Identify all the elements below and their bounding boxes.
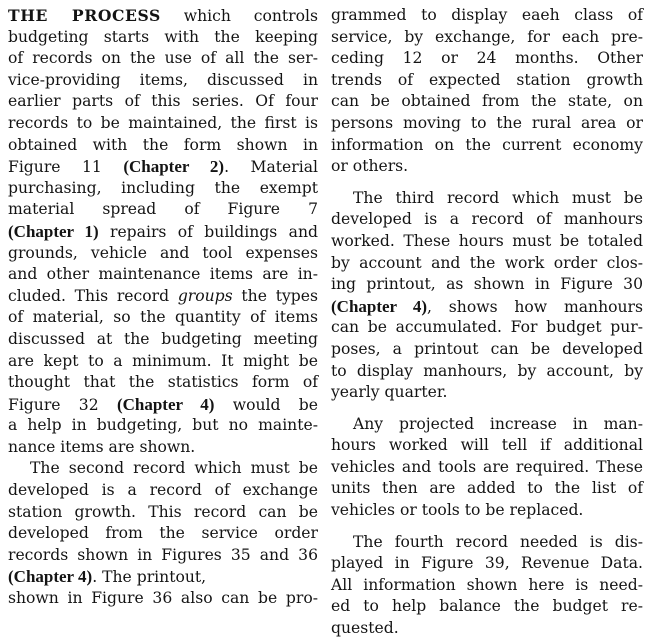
text-line: are kept to a minimum. It might be (8, 351, 318, 370)
text-line: a help in budgeting, but no mainte- (8, 416, 318, 435)
text-line: vehicles and tools are required. These (331, 457, 643, 476)
text-line: and other maintenance items are in- (8, 265, 318, 284)
text-line: material spread of Figure 7 (8, 200, 318, 219)
text-line: records shown in Figures 35 and 36 (8, 545, 318, 564)
text-line: ed to help balance the budget re- (331, 597, 643, 616)
text-line: purchasing, including the exempt (8, 178, 318, 197)
text-line: vehicles or tools to be replaced. (331, 501, 584, 520)
text-line: developed is a record of exchange (8, 481, 318, 500)
text-line: obtained with the form shown in (8, 135, 318, 154)
text-line: thought that the statistics form of (8, 373, 318, 392)
text-line: poses, a printout can be developed (331, 339, 643, 358)
text-line: cluded. This record groups the types (8, 286, 318, 305)
text-line: vice-providing items, discussed in (8, 70, 318, 89)
text-line: trends of expected station growth (331, 70, 643, 89)
paragraph-gap (331, 522, 643, 532)
text-line: (Chapter 1) repairs of buildings and (8, 221, 318, 241)
text-line: units then are added to the list of (331, 479, 643, 498)
text-line: earlier parts of this series. Of four (8, 92, 318, 111)
text-line: quested. (331, 619, 399, 638)
right-column (331, 5, 643, 640)
text-line: hours worked will tell if additional (331, 436, 643, 455)
text-line: (Chapter 4), shows how manhours (331, 296, 644, 316)
text-line: (Chapter 4). The printout, (8, 567, 207, 587)
text-line: yearly quarter. (331, 383, 448, 402)
chapter-reference: (Chapter 1) (8, 221, 99, 241)
text-line: worked. These hours must be totaled (331, 231, 643, 250)
chapter-reference: (Chapter 4) (331, 296, 428, 316)
emphasis: groups (177, 286, 233, 305)
left-column (8, 5, 318, 610)
text-line: of material, so the quantity of items (8, 308, 318, 327)
text-line: Any projected increase in man- (353, 414, 643, 433)
text-line: records to be maintained, the first is (8, 113, 318, 132)
text-line: nance items are shown. (8, 437, 196, 456)
text-line: discussed at the budgeting meeting (8, 329, 318, 348)
text-line: played in Figure 39, Revenue Data. (331, 554, 643, 573)
text-line: developed is a record of manhours (331, 210, 643, 229)
text-line: can be accumulated. For budget pur- (331, 318, 643, 337)
text-line: The third record which must be (353, 188, 643, 207)
chapter-reference: (Chapter 4) (116, 394, 215, 414)
text-line: The second record which must be (30, 459, 318, 478)
paragraph-gap (331, 178, 643, 188)
text-line: can be obtained from the state, on (331, 92, 643, 111)
text-line: grounds, vehicle and tool expenses (8, 243, 318, 262)
text-line: shown in Figure 36 also can be pro- (8, 589, 318, 608)
text-line: THE PROCESS which controls (8, 6, 318, 25)
paragraph-gap (331, 404, 643, 414)
text-line: grammed to display eaeh class of (331, 6, 643, 24)
text-line: of records on the use of all the ser- (8, 49, 318, 68)
text-line: service, by exchange, for each pre- (331, 27, 643, 46)
text-line: or others. (331, 157, 409, 176)
chapter-reference: (Chapter 2) (123, 157, 225, 177)
text-line: station growth. This record can be (8, 502, 318, 521)
text-line: budgeting starts with the keeping (8, 27, 318, 46)
text-line: persons moving to the rural area or (331, 113, 643, 132)
chapter-reference: (Chapter 4) (8, 567, 93, 587)
text-line: The fourth record needed is dis- (353, 532, 643, 551)
text-line: by account and the work order clos- (331, 253, 643, 272)
text-line: Figure 32 (Chapter 4) would be (8, 394, 318, 414)
text-line: ceding 12 or 24 months. Other (331, 49, 643, 68)
text-line: developed from the service order (8, 524, 318, 543)
text-line: All information shown here is need- (331, 575, 643, 594)
text-line: Figure 11 (Chapter 2). Material (8, 157, 318, 177)
text-line: to display manhours, by account, by (331, 361, 643, 380)
text-line: information on the current economy (331, 135, 643, 154)
text-line: ing printout, as shown in Figure 30 (331, 275, 643, 294)
